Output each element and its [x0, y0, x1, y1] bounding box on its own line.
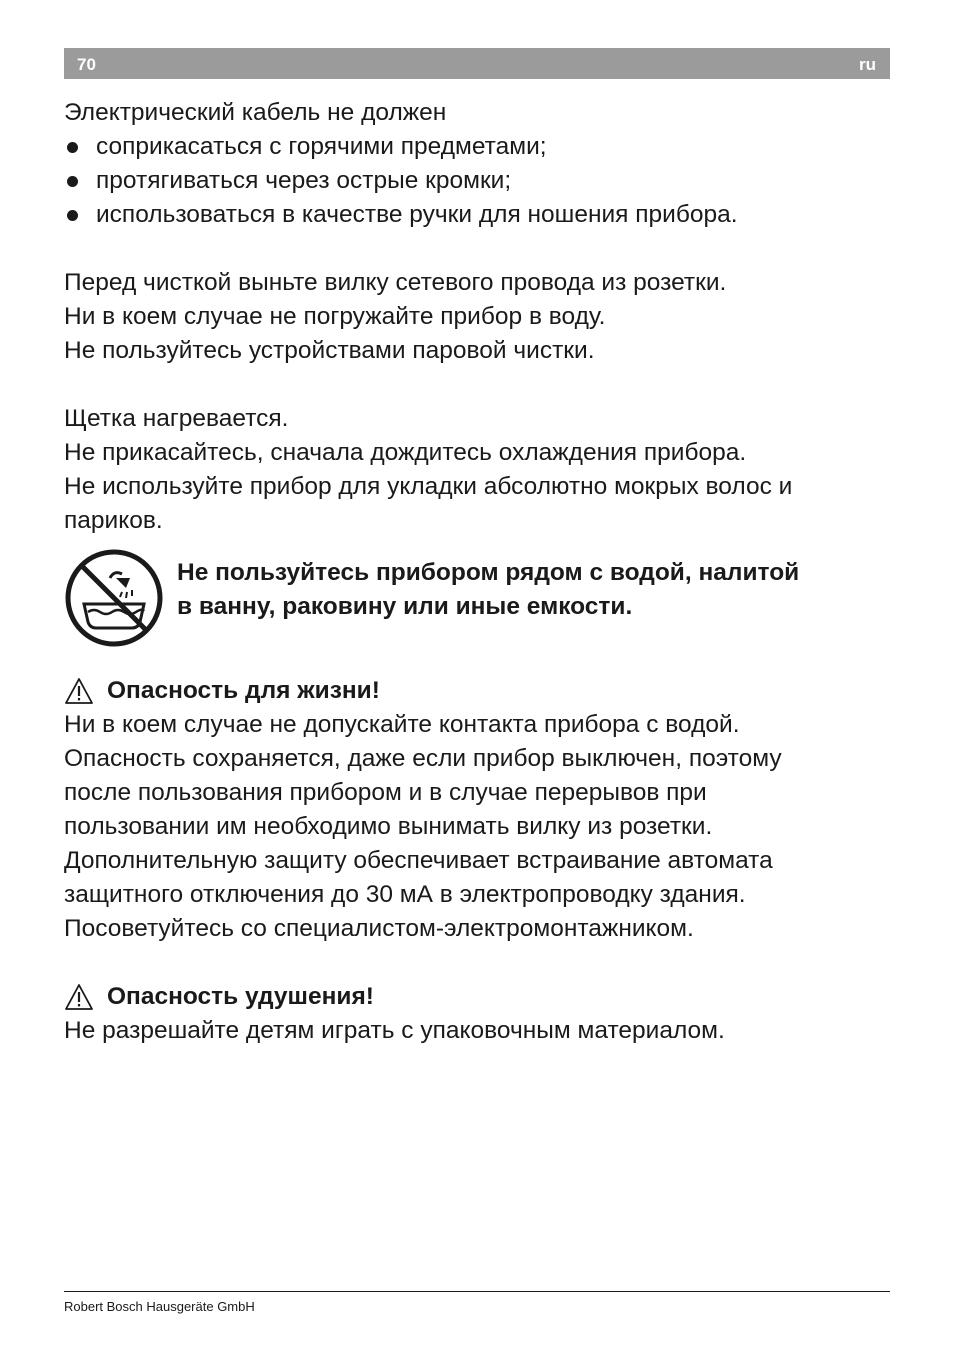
danger-life-line: Посоветуйтесь со специалистом-электромонтажником. — [64, 915, 694, 942]
cable-intro: Электрический кабель не должен — [64, 99, 447, 126]
bullet-icon — [67, 210, 78, 221]
water-warning-block — [64, 548, 890, 658]
hot-line: Не используйте прибор для укладки абсолютно мокрых волос и — [64, 473, 793, 500]
cleaning-line: Не пользуйтесь устройствами паровой чистки. — [64, 337, 595, 364]
list-item: использоваться в качестве ручки для ношения прибора. — [64, 198, 890, 232]
danger-life-heading: Опасность для жизни! — [64, 674, 890, 708]
danger-suffocation-heading: Опасность удушения! — [64, 980, 890, 1014]
cable-list — [64, 130, 890, 232]
hot-line: париков. — [64, 507, 163, 534]
danger-life-line: Ни в коем случае не допускайте контакта прибора с водой. — [64, 711, 740, 738]
danger-life-line: после пользования прибором и в случае перерывов при — [64, 779, 707, 806]
footer-company: Robert Bosch Hausgeräte GmbH — [64, 1299, 255, 1314]
water-warning-text: Не пользуйтесь прибором рядом с водой, налитой в ванну, раковину или иные емкости. — [177, 559, 800, 620]
hot-line: Не прикасайтесь, сначала дождитесь охлаждения прибора. — [64, 439, 747, 466]
no-water-bath-icon — [64, 548, 164, 648]
list-item: соприкасаться с горячими предметами; — [64, 130, 890, 164]
danger-life-line: защитного отключения до 30 мА в электропроводку здания. — [64, 881, 746, 908]
warning-triangle-icon — [64, 677, 94, 705]
bullet-icon — [67, 142, 78, 153]
page-content — [64, 96, 890, 1048]
footer-divider — [64, 1291, 890, 1292]
page-number: 70 — [77, 55, 96, 74]
danger-life-line: пользовании им необходимо вынимать вилку из розетки. — [64, 813, 713, 840]
list-item: протягиваться через острые кромки; — [64, 164, 890, 198]
cleaning-line: Ни в коем случае не погружайте прибор в воду. — [64, 303, 606, 330]
bullet-icon — [67, 176, 78, 187]
cleaning-line: Перед чисткой выньте вилку сетевого провода из розетки. — [64, 269, 727, 296]
warning-triangle-icon — [64, 983, 94, 1011]
hot-line: Щетка нагревается. — [64, 405, 289, 432]
danger-suffocation-line: Не разрешайте детям играть с упаковочным материалом. — [64, 1017, 725, 1044]
danger-life-line: Опасность сохраняется, даже если прибор выключен, поэтому — [64, 745, 782, 772]
language-code: ru — [859, 55, 876, 74]
page-header-bar — [64, 48, 890, 79]
danger-life-line: Дополнительную защиту обеспечивает встраивание автомата — [64, 847, 773, 874]
